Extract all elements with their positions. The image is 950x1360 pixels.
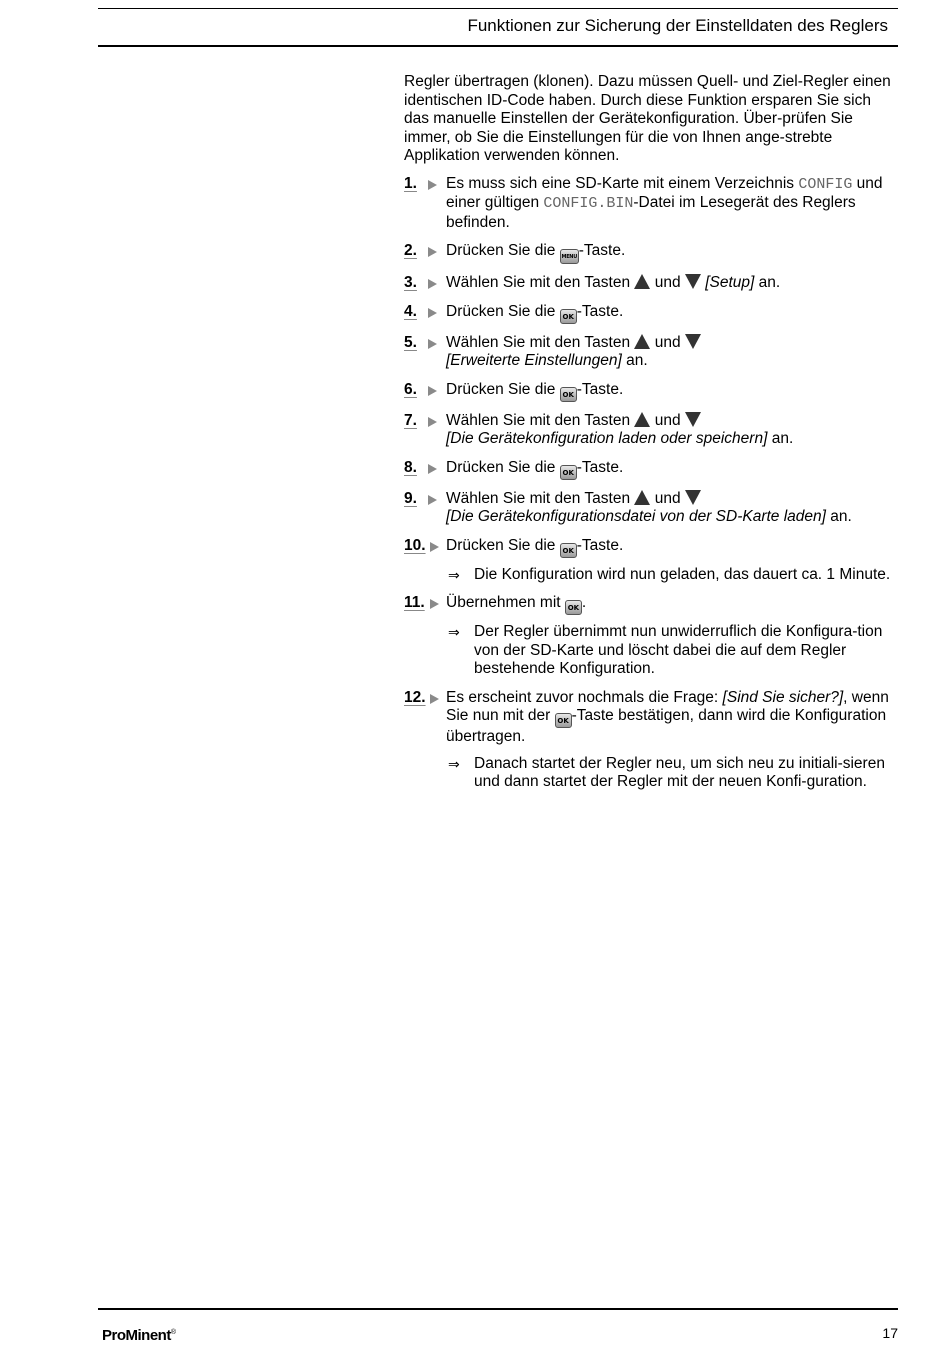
step-text: -Taste bestätigen, dann wird die Konfiguration übertragen. <box>446 707 887 745</box>
up-key-icon <box>634 274 650 289</box>
step-number: 8. <box>404 458 417 476</box>
step-text: und <box>654 411 681 429</box>
step-arrow-icon <box>428 339 437 349</box>
step-text: Es muss sich eine SD-Karte mit einem Verzeichnis <box>446 174 799 192</box>
result-arrow-icon: ⇒ <box>448 755 460 772</box>
step-arrow-icon <box>428 417 437 427</box>
step-text: Drücken Sie die <box>446 458 560 476</box>
step-number: 9. <box>404 489 417 507</box>
up-key-icon <box>634 334 650 349</box>
step-arrow-icon <box>428 386 437 396</box>
step-text: an. <box>825 508 852 525</box>
step-text: und <box>654 274 681 291</box>
ok-key-icon: OK <box>560 543 577 558</box>
result-arrow-icon: ⇒ <box>448 566 460 583</box>
step-text: und einer gültigen <box>446 174 883 211</box>
step-number: 10. <box>404 536 426 554</box>
step-text: -Taste. <box>576 458 624 476</box>
step-text: Drücken Sie die <box>446 242 560 259</box>
header-rule-top <box>98 8 898 9</box>
step-8 <box>404 459 899 480</box>
step-text: -Taste. <box>576 380 624 398</box>
result-text: Die Konfiguration wird nun geladen, das dauert ca. 1 Minute. <box>474 565 891 583</box>
step-arrow-icon <box>428 308 437 318</box>
main-content <box>404 73 899 802</box>
step-7 <box>404 412 899 449</box>
footer-rule <box>98 1308 898 1310</box>
down-key-icon <box>685 412 701 427</box>
step-number: 6. <box>404 380 417 398</box>
prominent-logo <box>102 1327 176 1344</box>
step-text: an. <box>621 352 648 369</box>
header-rule-bottom <box>98 45 898 47</box>
code-config-dir: CONFIG <box>798 175 853 193</box>
page-number: 17 <box>882 1325 898 1341</box>
step-number: 1. <box>404 174 417 192</box>
step-text: an. <box>754 274 781 291</box>
step-9 <box>404 490 899 527</box>
step-text: -Taste. <box>576 302 624 320</box>
menu-key-icon: MENU <box>560 249 579 264</box>
ok-key-icon: OK <box>560 309 577 324</box>
step-arrow-icon <box>428 464 437 474</box>
menu-item-name: [Die Gerätekonfiguration laden oder speichern] <box>446 430 768 447</box>
step-number: 11. <box>404 594 425 611</box>
logo-text: ProMinent <box>102 1327 171 1344</box>
menu-item-name: [Setup] <box>705 274 755 291</box>
step-text: -Datei im Lesegerät des Reglers befinden. <box>446 194 856 231</box>
step-1 <box>404 175 899 233</box>
step-text: Wählen Sie mit den Tasten <box>446 333 635 351</box>
step-arrow-icon <box>428 495 437 505</box>
step-text: Drücken Sie die <box>446 302 560 320</box>
step-12 <box>404 689 899 747</box>
ok-key-icon: OK <box>565 600 582 615</box>
step-text: -Taste. <box>576 536 624 554</box>
step-number: 4. <box>404 302 417 320</box>
step-number: 7. <box>404 411 417 429</box>
menu-item-name: [Sind Sie sicher?] <box>722 688 844 706</box>
step-number: 5. <box>404 333 417 351</box>
ok-key-icon: OK <box>560 465 577 480</box>
step-text: , wenn Sie nun mit der <box>446 688 889 724</box>
step-text: Übernehmen mit <box>446 594 565 611</box>
step-number: 2. <box>404 242 417 259</box>
step-2 <box>404 242 899 264</box>
code-config-bin: CONFIG.BIN <box>543 195 634 212</box>
step-11-result <box>404 623 899 679</box>
step-number: 3. <box>404 274 417 291</box>
step-4 <box>404 303 899 324</box>
step-text: an. <box>767 430 794 447</box>
step-10-result <box>404 566 899 585</box>
intro-paragraph: Regler übertragen (klonen). Dazu müssen Quell- und Ziel-Regler einen identischen ID-Code haben. Durch diese Funktion ersparen Sie sich das manuelle Einstellen der Gerätekonfiguration. Über-prüfen Sie immer, ob Sie die Einstellungen für die von Ihnen ange-strebte Applikation verwenden können. <box>404 73 891 164</box>
step-arrow-icon <box>430 542 439 552</box>
up-key-icon <box>634 412 650 427</box>
result-text: Der Regler übernimmt nun unwiderruflich die Konfigura-tion von der SD-Karte und löscht dabei die auf dem Regler bestehende Konfiguration. <box>474 623 883 677</box>
step-text: -Taste. <box>578 242 626 259</box>
page-header-title: Funktionen zur Sicherung der Einstelldaten des Reglers <box>467 16 888 35</box>
step-text: . <box>581 594 587 611</box>
step-5 <box>404 334 899 371</box>
ok-key-icon: OK <box>560 387 577 402</box>
step-text: und <box>654 333 681 351</box>
down-key-icon <box>685 490 701 505</box>
step-3 <box>404 274 899 293</box>
logo-registered-mark: ® <box>170 1329 176 1336</box>
step-arrow-icon <box>428 247 437 257</box>
menu-item-name: [Die Gerätekonfigurationsdatei von der SD-Karte laden] <box>446 508 826 525</box>
step-arrow-icon <box>428 279 437 289</box>
step-arrow-icon <box>430 599 439 609</box>
step-arrow-icon <box>430 694 439 704</box>
step-text: Wählen Sie mit den Tasten <box>446 489 635 507</box>
step-text: Es erscheint zuvor nochmals die Frage: <box>446 688 723 706</box>
result-text: Danach startet der Regler neu, um sich neu zu initiali-sieren und dann startet der Regler mit der neuen Konfi-guration. <box>474 754 885 790</box>
step-text: und <box>654 489 681 507</box>
step-text: Wählen Sie mit den Tasten <box>446 274 635 291</box>
step-11 <box>404 594 899 615</box>
step-6 <box>404 381 899 402</box>
up-key-icon <box>634 490 650 505</box>
step-text: Drücken Sie die <box>446 380 560 398</box>
step-text: Drücken Sie die <box>446 536 560 554</box>
step-arrow-icon <box>428 180 437 190</box>
ok-key-icon: OK <box>555 713 572 728</box>
step-text: Wählen Sie mit den Tasten <box>446 411 635 429</box>
menu-item-name: [Erweiterte Einstellungen] <box>446 352 622 369</box>
step-number: 12. <box>404 688 426 706</box>
result-arrow-icon: ⇒ <box>448 624 460 640</box>
down-key-icon <box>685 334 701 349</box>
step-12-result <box>404 755 899 792</box>
down-key-icon <box>685 274 701 289</box>
step-10 <box>404 537 899 558</box>
